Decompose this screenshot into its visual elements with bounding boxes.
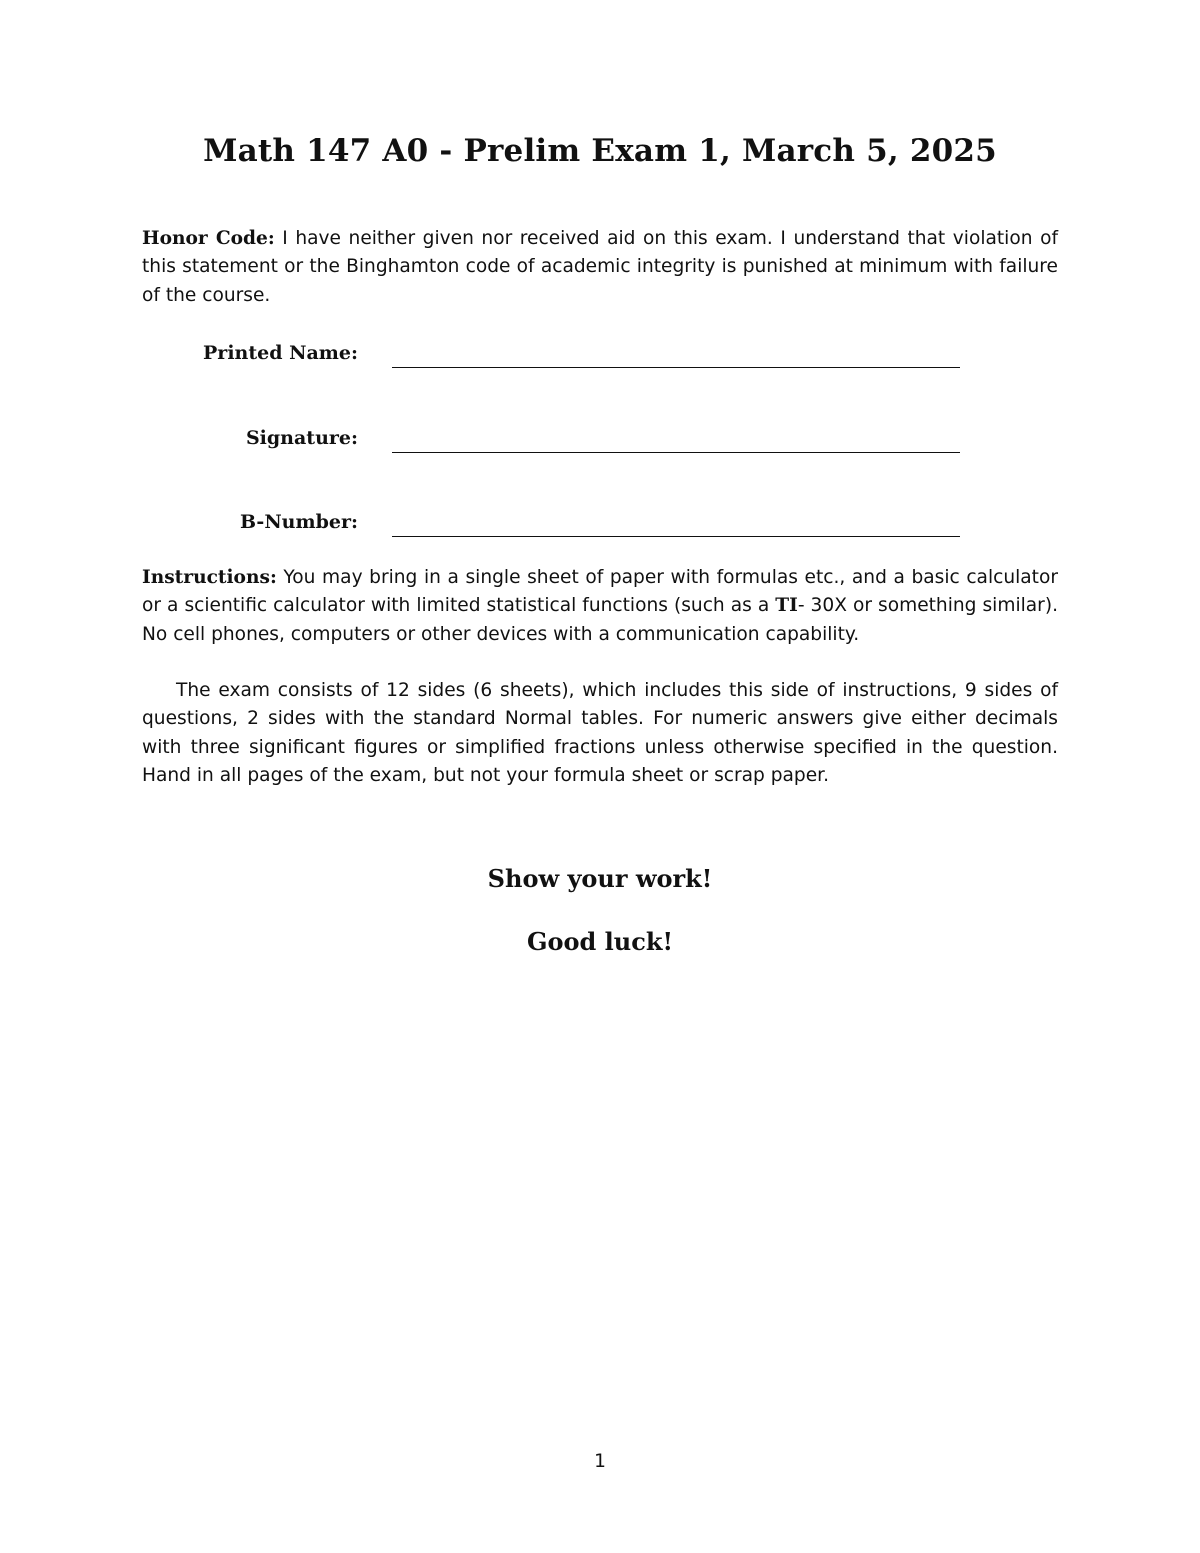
instructions-label: Instructions:	[142, 567, 277, 588]
instructions-paragraph	[142, 564, 1058, 649]
b-number-line[interactable]	[392, 536, 960, 537]
honor-code-label: Honor Code:	[142, 228, 275, 249]
honor-code-text: I have neither given nor received aid on this exam. I understand that violation of this statement or the Binghamton code of academic integrity is punished at minimum with failure of the course.	[142, 228, 1058, 306]
signature-label: Signature:	[245, 427, 358, 449]
honor-code-paragraph	[142, 225, 1058, 310]
printed-name-label: Printed Name:	[203, 342, 358, 364]
page-number: 1	[594, 1451, 606, 1472]
signature-line[interactable]	[392, 452, 960, 453]
good-luck-text: Good luck!	[527, 927, 673, 956]
calculator-model: TI	[775, 595, 798, 617]
exam-title: Math 147 A0 - Prelim Exam 1, March 5, 2025	[203, 133, 997, 169]
printed-name-line[interactable]	[392, 367, 960, 368]
b-number-field[interactable]	[0, 511, 1200, 541]
exam-info-paragraph: The exam consists of 12 sides (6 sheets), which includes this side of instructions, 9 sides of questions, 2 sides with the standard Normal tables. For numeric answers give either decimals with three significant figures or simplified fractions unless otherwise specified in the question. Hand in all pages of the exam, but not your formula sheet or scrap paper.	[142, 680, 1058, 786]
instructions-text: You may bring in a single sheet of paper with formulas etc., and a basic calculator or a scientific calculator with limited statistical functions (such as a	[142, 567, 1058, 617]
signature-field[interactable]	[0, 427, 1200, 457]
instructions-text-cont: - 30X or something similar). No cell phones, computers or other devices with a communication capability.	[142, 595, 1058, 645]
show-work-text: Show your work!	[487, 864, 713, 893]
printed-name-field[interactable]	[0, 342, 1200, 372]
b-number-label: B-Number:	[240, 511, 358, 533]
